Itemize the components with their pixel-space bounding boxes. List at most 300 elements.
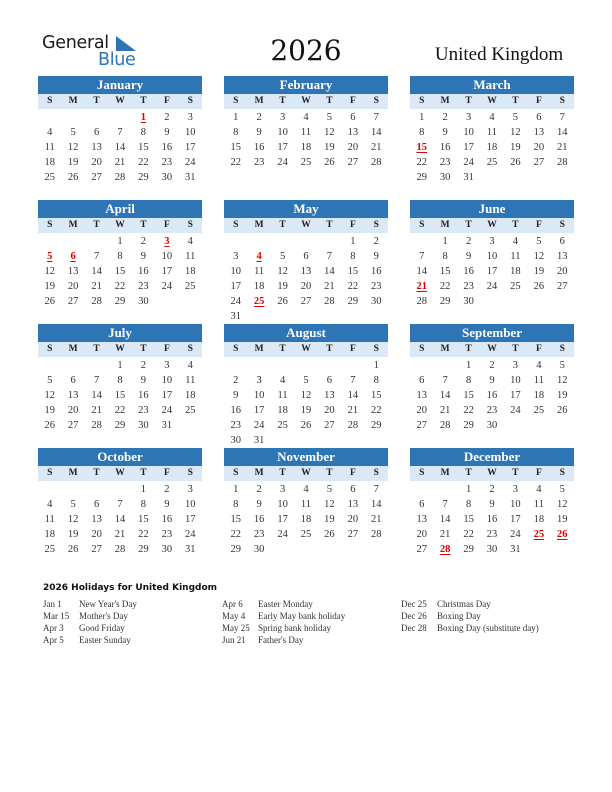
holiday-item [43, 610, 137, 622]
month-header: January [38, 76, 202, 94]
weekday-row [38, 218, 202, 233]
day-cell: 21 [347, 405, 359, 416]
month-july [38, 324, 202, 433]
month-may [224, 200, 388, 324]
day-cell: 9 [489, 499, 495, 510]
day-cell: 16 [486, 514, 498, 525]
holiday-date: Jun 21 [222, 635, 246, 645]
day-cell: 2 [233, 375, 239, 386]
month-january [38, 76, 202, 185]
day-cell: 20 [347, 514, 359, 525]
day-cell: 29 [114, 296, 126, 307]
day-cell: 24 [185, 157, 196, 168]
holiday-date: Jan 1 [43, 599, 62, 609]
day-cell: 25 [277, 420, 288, 431]
day-cell: 28 [557, 157, 568, 168]
day-cell: 6 [93, 127, 100, 138]
day-cell: 30 [253, 544, 265, 555]
day-cell: 6 [93, 499, 100, 510]
weekday-label: M [254, 96, 264, 106]
weekday-row [410, 218, 574, 233]
empty-cell [61, 110, 84, 125]
day-cell: 21 [91, 281, 102, 292]
day-cell: 8 [419, 127, 425, 138]
day-cell: 27 [347, 157, 359, 168]
day-cell: 2 [489, 484, 495, 495]
day-cell: 24 [161, 281, 173, 292]
day-cell: 24 [230, 296, 241, 307]
day-cell: 4 [536, 360, 542, 371]
day-cell: 29 [463, 420, 474, 431]
day-cell: 1 [419, 112, 425, 123]
day-cell: 11 [277, 390, 288, 401]
day-cell: 3 [187, 112, 193, 123]
month-header: September [410, 324, 574, 342]
day-cell: 31 [463, 172, 474, 183]
year-title: 2026 [270, 34, 342, 67]
day-cell: 3 [187, 484, 193, 495]
weekday-label: S [419, 468, 425, 478]
empty-cell [38, 482, 61, 497]
day-cell: 4 [187, 360, 193, 371]
day-cell: 28 [347, 420, 359, 431]
day-cell: 26 [324, 157, 335, 168]
weekday-label: T [512, 96, 519, 106]
weekday-label: S [559, 468, 565, 478]
day-cell: 23 [138, 281, 149, 292]
day-cell: 16 [463, 266, 474, 277]
day-cell: 26 [67, 544, 79, 555]
day-cell: 12 [277, 266, 288, 277]
day-cell: 15 [114, 390, 126, 401]
day-cell: 4 [303, 112, 309, 123]
day-cell: 11 [300, 127, 312, 138]
day-cell: 6 [419, 499, 425, 510]
day-cell: 5 [70, 127, 76, 138]
weekday-label: S [373, 96, 379, 106]
day-cell: 4 [47, 499, 53, 510]
day-cell: 14 [91, 390, 102, 401]
day-cell: 12 [67, 142, 79, 153]
day-cell: 10 [510, 375, 521, 386]
day-cell: 15 [230, 514, 241, 525]
day-cell: 17 [510, 514, 521, 525]
month-august [224, 324, 388, 448]
day-cell: 8 [442, 251, 448, 262]
holiday-item [401, 622, 539, 634]
weekday-label: T [93, 468, 100, 478]
day-cell: 17 [277, 142, 288, 153]
weekday-label: F [535, 96, 542, 106]
day-cell: 1 [117, 236, 123, 247]
empty-cell [108, 482, 131, 497]
day-cell: 1 [350, 236, 356, 247]
day-cell: 16 [486, 390, 498, 401]
day-cell: 12 [324, 127, 335, 138]
empty-cell [410, 482, 433, 497]
day-cell: 7 [117, 499, 123, 510]
day-cell: 13 [91, 514, 102, 525]
day-cell: 1 [442, 236, 448, 247]
day-cell: 16 [371, 266, 382, 277]
weekday-label: T [326, 344, 333, 354]
day-cell: 3 [512, 360, 519, 371]
day-cell: 19 [324, 142, 335, 153]
weekday-label: F [349, 96, 356, 106]
day-cell: 21 [371, 514, 382, 525]
weekday-row [224, 94, 388, 109]
day-cell: 20 [416, 529, 427, 540]
holiday-name: Boxing Day [437, 611, 481, 621]
day-cell: 30 [371, 296, 382, 307]
empty-cell [341, 358, 364, 373]
day-cell: 9 [489, 375, 495, 386]
day-cell: 21 [324, 281, 335, 292]
day-cell: 19 [324, 514, 335, 525]
day-cell: 14 [439, 514, 451, 525]
weekday-label: S [233, 96, 239, 106]
empty-cell [85, 482, 108, 497]
day-cell: 10 [185, 499, 196, 510]
day-cell: 30 [161, 172, 173, 183]
day-cell: 7 [442, 375, 448, 386]
day-cell: 16 [253, 514, 265, 525]
holiday-item [401, 598, 539, 610]
month-header: May [224, 200, 388, 218]
day-cell: 18 [44, 529, 55, 540]
day-cell: 26 [44, 296, 55, 307]
day-cell: 13 [67, 266, 79, 277]
weekday-label: M [68, 468, 78, 478]
day-cell: 19 [67, 157, 79, 168]
day-cell: 23 [161, 529, 173, 540]
day-cell: 19 [533, 266, 545, 277]
weekday-label: T [279, 344, 286, 354]
weekday-label: S [419, 220, 425, 230]
day-cell: 20 [416, 405, 427, 416]
day-cell: 31 [510, 544, 521, 555]
day-cell: 18 [44, 157, 55, 168]
day-cell: 16 [161, 142, 173, 153]
empty-cell [247, 234, 270, 249]
day-cell: 27 [416, 420, 427, 431]
day-cell: 13 [533, 127, 545, 138]
day-cell: 20 [67, 405, 79, 416]
empty-cell [224, 234, 247, 249]
weekday-label: M [440, 344, 450, 354]
day-cell: 3 [279, 112, 286, 123]
day-cell: 12 [533, 251, 545, 262]
weekday-label: T [465, 344, 472, 354]
day-cell: 8 [140, 127, 147, 138]
weekday-label: F [349, 344, 356, 354]
holiday-day-cell: 6 [70, 251, 76, 262]
holiday-day-cell: 21 [416, 281, 427, 292]
month-october [38, 448, 202, 557]
day-cell: 3 [233, 251, 239, 262]
day-cell: 1 [117, 360, 123, 371]
day-cell: 24 [277, 157, 288, 168]
day-cell: 24 [463, 157, 474, 168]
holiday-date: May 25 [222, 623, 250, 633]
day-cell: 10 [161, 251, 173, 262]
day-cell: 18 [486, 142, 498, 153]
empty-cell [38, 358, 61, 373]
month-april [38, 200, 202, 309]
month-header: October [38, 448, 202, 466]
weekday-label: S [233, 468, 239, 478]
day-cell: 29 [138, 172, 149, 183]
holiday-name: Christmas Day [437, 599, 491, 609]
weekday-label: M [68, 96, 78, 106]
day-cell: 22 [138, 529, 149, 540]
day-cell: 3 [256, 375, 262, 386]
weekday-label: F [163, 96, 170, 106]
day-cell: 11 [533, 375, 544, 386]
day-cell: 21 [557, 142, 568, 153]
month-november [224, 448, 388, 557]
day-cell: 9 [256, 127, 262, 138]
day-cell: 14 [371, 499, 382, 510]
day-cell: 12 [300, 390, 312, 401]
month-header: November [224, 448, 388, 466]
day-grid [224, 233, 388, 324]
weekday-label: S [373, 468, 379, 478]
day-cell: 29 [439, 296, 451, 307]
day-cell: 11 [44, 142, 55, 153]
day-cell: 18 [253, 281, 265, 292]
day-cell: 2 [442, 112, 448, 123]
day-cell: 28 [371, 157, 382, 168]
logo-text-general: General [42, 33, 109, 53]
day-cell: 24 [486, 281, 498, 292]
day-cell: 5 [70, 499, 76, 510]
day-cell: 27 [300, 296, 312, 307]
empty-cell [433, 358, 456, 373]
day-cell: 27 [533, 157, 545, 168]
weekday-row [410, 342, 574, 357]
weekday-label: M [254, 344, 264, 354]
day-cell: 23 [486, 405, 498, 416]
day-cell: 30 [439, 172, 451, 183]
day-cell: 26 [277, 296, 288, 307]
day-cell: 8 [233, 499, 239, 510]
weekday-label: M [440, 468, 450, 478]
day-cell: 13 [416, 514, 427, 525]
weekday-label: W [301, 220, 311, 230]
holiday-name: Mother's Day [79, 611, 128, 621]
day-cell: 5 [47, 375, 53, 386]
day-cell: 16 [138, 266, 149, 277]
day-cell: 29 [347, 296, 359, 307]
day-cell: 20 [557, 266, 568, 277]
day-cell: 15 [230, 142, 241, 153]
day-cell: 15 [463, 514, 474, 525]
empty-cell [271, 234, 294, 249]
weekday-label: W [115, 96, 125, 106]
day-cell: 15 [439, 266, 451, 277]
day-cell: 5 [303, 375, 309, 386]
holiday-date: Dec 25 [401, 599, 427, 609]
day-cell: 26 [67, 172, 79, 183]
day-cell: 23 [253, 157, 265, 168]
day-cell: 19 [557, 514, 568, 525]
weekday-label: T [93, 96, 100, 106]
day-cell: 22 [114, 281, 126, 292]
weekday-row [38, 94, 202, 109]
day-cell: 18 [277, 405, 288, 416]
day-cell: 4 [187, 236, 193, 247]
empty-cell [38, 234, 61, 249]
day-cell: 12 [44, 266, 55, 277]
day-cell: 3 [465, 112, 472, 123]
day-cell: 5 [536, 236, 542, 247]
day-cell: 28 [91, 420, 102, 431]
day-cell: 31 [185, 172, 196, 183]
day-cell: 10 [486, 251, 498, 262]
weekday-label: T [512, 220, 519, 230]
day-cell: 17 [185, 142, 196, 153]
day-grid [38, 233, 202, 309]
day-cell: 6 [70, 375, 76, 386]
day-cell: 26 [557, 405, 568, 416]
weekday-label: T [326, 220, 333, 230]
day-cell: 31 [230, 311, 241, 322]
day-cell: 16 [138, 390, 149, 401]
day-cell: 15 [347, 266, 359, 277]
weekday-label: M [440, 220, 450, 230]
day-cell: 30 [486, 544, 498, 555]
day-cell: 29 [371, 420, 382, 431]
day-cell: 3 [164, 360, 170, 371]
day-cell: 24 [161, 405, 173, 416]
holidays-column [43, 598, 137, 646]
day-cell: 5 [512, 112, 519, 123]
day-grid [410, 481, 574, 557]
day-cell: 6 [303, 251, 309, 262]
day-cell: 22 [439, 281, 451, 292]
month-header: August [224, 324, 388, 342]
day-cell: 8 [373, 375, 379, 386]
day-cell: 9 [373, 251, 379, 262]
weekday-label: T [140, 220, 147, 230]
weekday-label: T [93, 344, 100, 354]
weekday-label: S [47, 344, 53, 354]
holiday-item [43, 598, 137, 610]
holiday-date: Apr 6 [222, 599, 243, 609]
day-cell: 23 [439, 157, 451, 168]
holidays-title: 2026 Holidays for United Kingdom [43, 583, 218, 593]
day-cell: 27 [557, 281, 568, 292]
day-cell: 30 [138, 296, 149, 307]
day-cell: 7 [117, 127, 123, 138]
month-header: June [410, 200, 574, 218]
day-cell: 28 [324, 296, 335, 307]
day-cell: 12 [557, 499, 568, 510]
day-cell: 30 [486, 420, 498, 431]
empty-cell [318, 358, 341, 373]
holiday-name: Easter Monday [258, 599, 313, 609]
day-grid [224, 481, 388, 557]
day-cell: 4 [47, 127, 53, 138]
day-cell: 4 [303, 484, 309, 495]
day-cell: 24 [185, 529, 196, 540]
weekday-label: T [279, 96, 286, 106]
day-cell: 27 [67, 296, 79, 307]
weekday-label: W [115, 220, 125, 230]
day-cell: 10 [277, 499, 288, 510]
day-cell: 12 [44, 390, 55, 401]
weekday-label: S [559, 96, 565, 106]
day-cell: 28 [416, 296, 427, 307]
month-header: July [38, 324, 202, 342]
day-grid [410, 109, 574, 185]
day-cell: 27 [416, 544, 427, 555]
weekday-label: S [187, 220, 193, 230]
weekday-row [224, 342, 388, 357]
holiday-day-cell: 25 [253, 296, 265, 307]
holiday-item [43, 622, 137, 634]
empty-cell [294, 234, 317, 249]
month-september [410, 324, 574, 433]
holiday-day-cell: 1 [140, 112, 147, 123]
day-cell: 19 [510, 142, 521, 153]
day-cell: 17 [463, 142, 474, 153]
weekday-label: F [535, 344, 542, 354]
holiday-date: Apr 3 [43, 623, 64, 633]
day-cell: 25 [510, 281, 521, 292]
empty-cell [247, 358, 270, 373]
day-cell: 22 [230, 529, 241, 540]
day-cell: 17 [161, 390, 173, 401]
day-cell: 15 [463, 390, 474, 401]
day-cell: 25 [533, 405, 545, 416]
weekday-label: T [512, 468, 519, 478]
day-cell: 16 [253, 142, 265, 153]
day-cell: 19 [44, 281, 55, 292]
day-cell: 4 [512, 236, 519, 247]
day-cell: 7 [373, 112, 379, 123]
day-cell: 9 [256, 499, 262, 510]
day-cell: 20 [67, 281, 79, 292]
day-cell: 1 [140, 484, 147, 495]
day-grid [38, 109, 202, 185]
day-cell: 1 [373, 360, 379, 371]
day-cell: 23 [230, 420, 241, 431]
day-cell: 30 [161, 544, 173, 555]
weekday-label: T [140, 468, 147, 478]
day-cell: 14 [114, 142, 126, 153]
day-cell: 27 [67, 420, 79, 431]
day-cell: 7 [350, 375, 356, 386]
day-cell: 14 [324, 266, 335, 277]
weekday-label: S [187, 468, 193, 478]
empty-cell [61, 358, 84, 373]
holiday-name: Good Friday [79, 623, 125, 633]
weekday-label: S [559, 344, 565, 354]
empty-cell [85, 358, 108, 373]
day-cell: 29 [114, 420, 126, 431]
day-cell: 28 [91, 296, 102, 307]
day-cell: 5 [559, 360, 565, 371]
day-cell: 29 [416, 172, 427, 183]
empty-cell [85, 110, 108, 125]
day-cell: 25 [300, 529, 312, 540]
day-cell: 26 [510, 157, 521, 168]
day-cell: 24 [510, 529, 521, 540]
day-cell: 22 [138, 157, 149, 168]
day-grid [410, 357, 574, 433]
